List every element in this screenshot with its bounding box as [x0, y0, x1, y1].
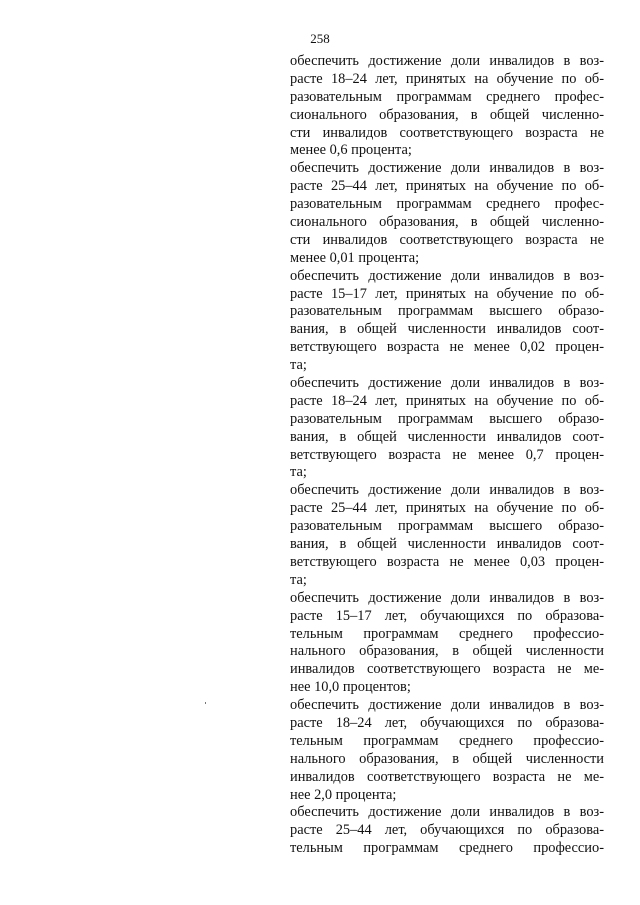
text-line: тельным программам среднего профессио- [290, 625, 604, 642]
text-line: расте 18–24 лет, принятых на обучение по об- [290, 392, 604, 409]
text-line: расте 15–17 лет, принятых на обучение по об- [290, 285, 604, 302]
text-line: обеспечить достижение доли инвалидов в воз- [290, 804, 604, 821]
text-line: разовательным программам высшего образо- [290, 410, 604, 427]
paragraph [290, 804, 604, 858]
paragraph [290, 590, 604, 697]
text-line: расте 18–24 лет, обучающихся по образова- [290, 714, 604, 731]
page-number: 258 [310, 31, 330, 46]
text-line: сти инвалидов соответствующего возраста не [290, 231, 604, 248]
text-line: тельным программам среднего профессио- [290, 732, 604, 749]
text-line: обеспечить достижение доли инвалидов в воз- [290, 697, 604, 714]
text-line: менее 0,6 процента; [290, 142, 412, 159]
text-line: обеспечить достижение доли инвалидов в воз- [290, 53, 604, 69]
paragraph [290, 53, 604, 160]
text-line: та; [290, 357, 307, 374]
text-line: расте 25–44 лет, обучающихся по образова- [290, 822, 604, 839]
text-line: обеспечить достижение доли инвалидов в воз- [290, 589, 604, 606]
paragraph [290, 482, 604, 589]
text-line: та; [290, 464, 307, 481]
text-line: разовательным программам среднего профес- [290, 88, 604, 105]
text-line: ветствующего возраста не менее 0,7 процен- [290, 446, 604, 463]
text-line: расте 25–44 лет, принятых на обучение по об- [290, 500, 604, 517]
text-line: сионального образования, в общей численно- [290, 106, 604, 123]
text-line: инвалидов соответствующего возраста не ме- [290, 768, 604, 785]
text-line: обеспечить достижение доли инвалидов в воз- [290, 267, 604, 284]
text-line: сти инвалидов соответствующего возраста не [290, 124, 604, 141]
text-line: нального образования, в общей численности [290, 750, 604, 767]
text-line: расте 18–24 лет, принятых на обучение по об- [290, 70, 604, 87]
scan-speck [205, 702, 206, 704]
text-line: обеспечить достижение доли инвалидов в воз- [290, 482, 604, 499]
text-column [290, 53, 604, 858]
text-line: ветствующего возраста не менее 0,02 процен- [290, 339, 604, 356]
paragraph [290, 268, 604, 375]
text-line: тельным программам среднего профессио- [290, 840, 604, 857]
text-line: та; [290, 571, 307, 588]
text-line: нее 2,0 процента; [290, 786, 397, 803]
text-line: обеспечить достижение доли инвалидов в воз- [290, 375, 604, 392]
text-line: вания, в общей численности инвалидов соот- [290, 536, 604, 553]
text-line: нального образования, в общей численности [290, 643, 604, 660]
text-line: нее 10,0 процентов; [290, 679, 411, 696]
paragraph [290, 697, 604, 804]
text-line: разовательным программам высшего образо- [290, 303, 604, 320]
paragraph [290, 375, 604, 482]
text-line: разовательным программам высшего образо- [290, 518, 604, 535]
text-line: расте 25–44 лет, принятых на обучение по об- [290, 178, 604, 195]
text-line: вания, в общей численности инвалидов соот- [290, 321, 604, 338]
paragraph [290, 160, 604, 267]
text-line: инвалидов соответствующего возраста не ме- [290, 661, 604, 678]
text-line: сионального образования, в общей численно- [290, 214, 604, 231]
text-line: обеспечить достижение доли инвалидов в воз- [290, 160, 604, 177]
text-line: ветствующего возраста не менее 0,03 процен- [290, 553, 604, 570]
text-line: менее 0,01 процента; [290, 249, 420, 266]
text-line: расте 15–17 лет, обучающихся по образова- [290, 607, 604, 624]
text-line: разовательным программам среднего профес- [290, 196, 604, 213]
text-line: вания, в общей численности инвалидов соот- [290, 428, 604, 445]
